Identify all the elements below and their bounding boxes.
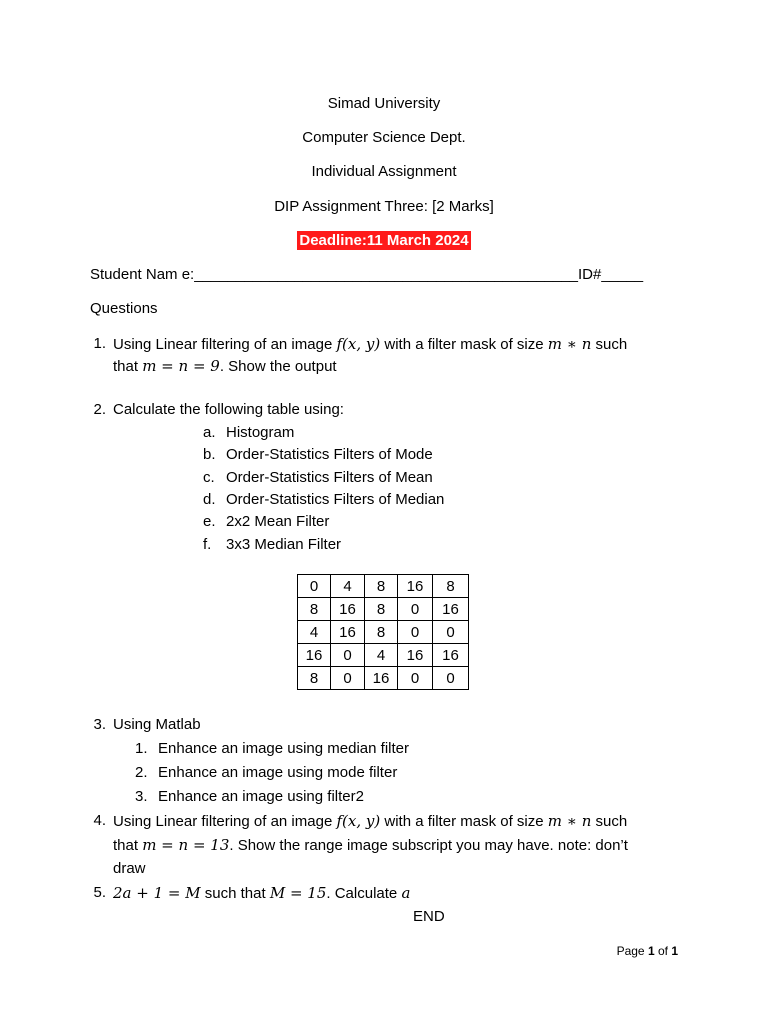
footer-page-label: Page xyxy=(616,944,648,958)
q3-item-number: 3. xyxy=(135,788,148,805)
q4-math-mask: m ∗ n xyxy=(547,812,592,830)
q4-line2 xyxy=(113,836,628,854)
q1-text: Using Linear filtering of an image xyxy=(113,336,337,353)
q4-text: Using Linear filtering of an image xyxy=(113,813,337,830)
student-id-label: ID# xyxy=(577,266,602,283)
q2-item-letter: c. xyxy=(203,468,215,486)
q5-math-variable: a xyxy=(401,884,411,902)
table-cell: 8 xyxy=(433,575,469,598)
q3-number: 3. xyxy=(93,716,106,733)
q1-math-image: f(x, y) xyxy=(336,335,381,353)
table-cell: 8 xyxy=(365,575,398,598)
q5-math-value: M = 15 xyxy=(269,884,327,902)
student-info-line xyxy=(90,266,643,283)
q3-item-text: Enhance an image using median filter xyxy=(158,740,409,757)
q2-item-text: 2x2 Mean Filter xyxy=(226,513,330,531)
q1-math-mask: m ∗ n xyxy=(547,335,592,353)
q1-line1 xyxy=(113,335,627,353)
q1-math-size: m = n = 9 xyxy=(142,357,220,375)
university-name: Simad University xyxy=(327,95,441,112)
q2-text: Calculate the following table using: xyxy=(113,401,344,418)
q1-text: with a filter mask of size xyxy=(380,336,548,353)
q2-item-text: Order-Statistics Filters of Mean xyxy=(226,468,433,486)
table-cell: 4 xyxy=(365,644,398,667)
table-row xyxy=(298,598,469,621)
q3-item-text: Enhance an image using mode filter xyxy=(158,764,398,781)
q4-math-image: f(x, y) xyxy=(336,812,381,830)
footer-of-label: of xyxy=(654,944,672,958)
footer-current-page: 1 xyxy=(647,944,655,958)
q1-line2 xyxy=(113,357,337,375)
table-cell: 4 xyxy=(298,621,331,644)
table-row xyxy=(298,575,469,598)
student-name-label: Student Nam e: xyxy=(90,266,195,283)
student-id-blank: _____ xyxy=(601,266,644,283)
department-name: Computer Science Dept. xyxy=(302,129,466,146)
table-cell: 0 xyxy=(298,575,331,598)
table-cell: 0 xyxy=(433,621,469,644)
q1-number: 1. xyxy=(93,335,106,352)
pixel-value-table xyxy=(297,574,469,690)
table-cell: 16 xyxy=(398,575,433,598)
q4-number: 4. xyxy=(93,812,106,829)
table-cell: 8 xyxy=(365,598,398,621)
end-marker: END xyxy=(413,908,445,925)
page-footer xyxy=(617,944,678,958)
q2-item-text: Order-Statistics Filters of Mode xyxy=(226,446,433,464)
q1-text: that xyxy=(113,358,143,375)
assignment-type: Individual Assignment xyxy=(311,163,457,180)
deadline-row xyxy=(0,232,768,249)
q4-math-size: m = n = 13 xyxy=(142,836,230,854)
table-cell: 16 xyxy=(433,598,469,621)
table-cell: 16 xyxy=(365,667,398,690)
table-cell: 16 xyxy=(433,644,469,667)
q3-item-text: Enhance an image using filter2 xyxy=(158,788,364,805)
q5-text: . Calculate xyxy=(326,885,402,902)
q4-text: such xyxy=(591,813,628,830)
q2-item-letter: e. xyxy=(203,513,216,531)
q2-item-letter: a. xyxy=(203,424,216,441)
q5-math-equation: 2a + 1 = M xyxy=(113,884,201,902)
table-cell: 0 xyxy=(398,667,433,690)
table-cell: 0 xyxy=(433,667,469,690)
q4-text: that xyxy=(113,837,143,854)
table-cell: 16 xyxy=(398,644,433,667)
table-row xyxy=(298,621,469,644)
q5-text: such that xyxy=(200,885,270,902)
table-row xyxy=(298,644,469,667)
student-name-blank: ______________________________________________ xyxy=(194,266,578,283)
q1-text: . Show the output xyxy=(219,358,337,375)
footer-total-pages: 1 xyxy=(671,944,678,958)
q4-text: with a filter mask of size xyxy=(380,813,548,830)
table-cell: 8 xyxy=(298,667,331,690)
table-cell: 0 xyxy=(398,598,433,621)
q5-number: 5. xyxy=(93,884,106,901)
table-cell: 16 xyxy=(298,644,331,667)
q3-item-number: 1. xyxy=(135,740,148,757)
deadline-badge: Deadline:11 March 2024 xyxy=(299,232,469,249)
table-cell: 8 xyxy=(298,598,331,621)
q2-item-text: Histogram xyxy=(226,424,295,441)
table-row xyxy=(298,667,469,690)
q3-item-number: 2. xyxy=(135,764,148,781)
assignment-title: DIP Assignment Three: [2 Marks] xyxy=(274,198,494,215)
table-cell: 8 xyxy=(365,621,398,644)
q4-line3: draw xyxy=(113,860,146,877)
table-cell: 0 xyxy=(331,667,365,690)
table-cell: 4 xyxy=(331,575,365,598)
q4-line1 xyxy=(113,812,627,830)
table-cell: 0 xyxy=(398,621,433,644)
q5-line xyxy=(113,884,410,902)
table-cell: 16 xyxy=(331,598,365,621)
table-cell: 0 xyxy=(331,644,365,667)
q3-text: Using Matlab xyxy=(113,716,201,733)
q2-number: 2. xyxy=(93,401,106,418)
q2-item-letter: f. xyxy=(203,535,212,553)
q2-item-letter: d. xyxy=(203,490,216,508)
table-cell: 16 xyxy=(331,621,365,644)
q2-item-letter: b. xyxy=(203,446,216,464)
q2-item-text: 3x3 Median Filter xyxy=(226,535,342,553)
q2-item-text: Order-Statistics Filters of Median xyxy=(226,490,445,508)
questions-heading: Questions xyxy=(90,300,158,317)
q1-text: such xyxy=(591,336,628,353)
q4-text: . Show the range image subscript you may have. note: don’t xyxy=(229,837,628,854)
